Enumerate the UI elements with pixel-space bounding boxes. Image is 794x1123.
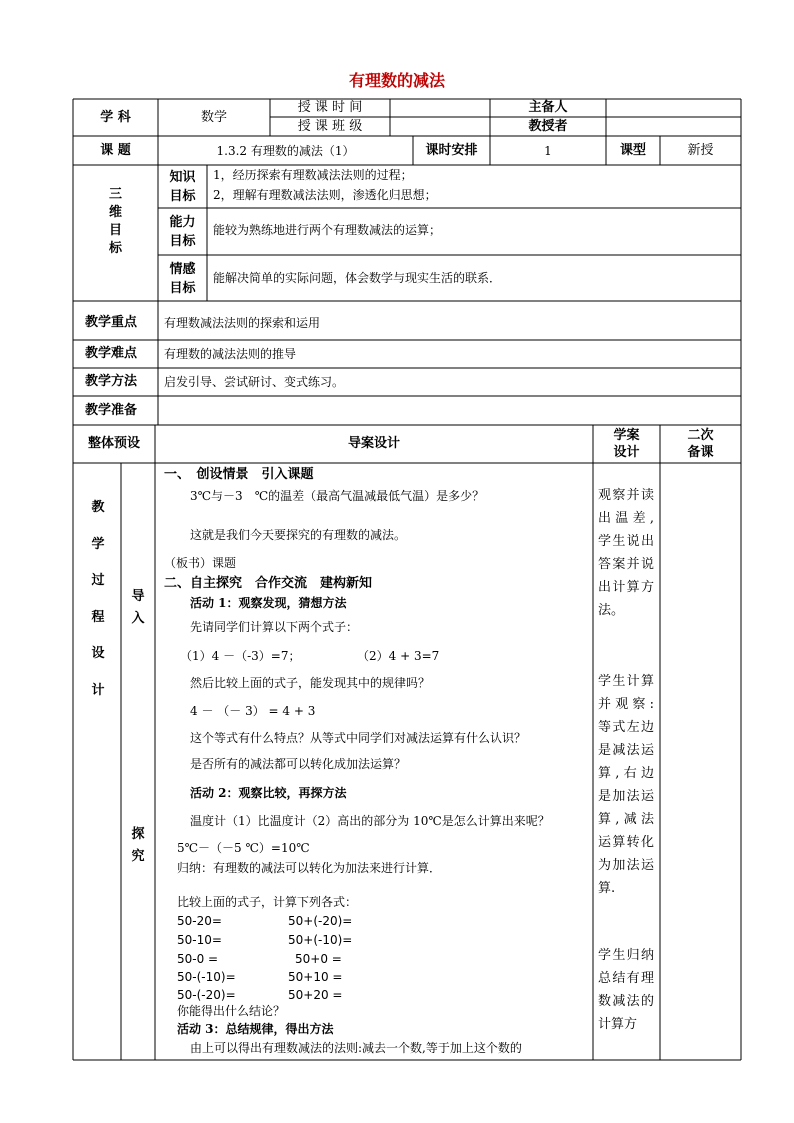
difficulties-label: 教学难点 [85,346,138,361]
class-label: 授 课 班 级 [297,119,363,134]
compare-text: 然后比较上面的式子，能发现其中的规律吗？ [190,676,431,690]
methods-value: 启发引导、尝试研讨、变式练习。 [164,375,345,389]
type-label: 课型 [619,143,646,158]
key-points-value: 有理数减法法则的探索和运用 [164,316,321,330]
section-2-heading: 二、自主探究 合作交流 建构新知 [164,576,373,591]
activity-1-heading: 活动 1：观察发现，猜想方法 [190,596,347,610]
knowledge-item-2: 2，理解有理数减法法则，渗透化归思想； [213,188,437,202]
intro-text: 这就是我们今天要探究的有理数的减法。 [190,528,407,542]
calc-right-1: 50+(-20)= [288,914,353,928]
calc-right-5: 50+20 = [288,988,343,1002]
calc-left-2: 50-10= [177,933,222,947]
section-1-heading: 一、 创设情景 引入课题 [164,467,314,482]
topic-value: 1.3.2 有理数的减法（1） [216,144,355,158]
stage-explore: 探 究 [131,827,145,864]
guide-label: 导案设计 [347,436,400,451]
schedule-value: 1 [544,144,552,158]
equation-1: （1）4 －（-3）=7； [180,649,301,663]
knowledge-label: 知识 目标 [169,170,196,204]
preparer-label: 主备人 [528,100,568,115]
emotion-text: 能解决简单的实际问题，体会数学与现实生活的联系． [213,271,502,285]
time-label: 授 课 时 间 [297,100,363,115]
calc-right-3: 50+0 = [295,952,342,966]
subject-value: 数学 [200,110,227,125]
feature-question: 这个等式有什么特点？从等式中同学们对减法运算有什么认识？ [190,731,527,745]
type-value: 新授 [687,143,714,158]
methods-label: 教学方法 [85,374,138,389]
schedule-label: 课时安排 [425,143,478,158]
summary-text: 归纳：有理数的减法可以转化为加法来进行计算． [177,861,442,875]
equation-4: 5℃－（－5 ℃）=10℃ [177,841,310,855]
preparation-label: 教学准备 [85,403,138,418]
calc-intro: 比较上面的式子，计算下列各式： [177,895,358,909]
study-note-3: 学生归纳总结有理数减法的计算方 [598,948,654,1032]
activity-2-heading: 活动 2：观察比较，再探方法 [190,786,347,800]
calc-left-5: 50-(-20)= [177,988,236,1002]
stage-intro: 导 入 [131,589,145,626]
second-label: 二次 备课 [687,428,714,460]
objectives-label: 三 维 目 标 [108,187,122,256]
teacher-label: 教授者 [528,119,568,134]
calc-left-1: 50-20= [177,914,222,928]
equation-3: 4 － （－ 3） = 4 + 3 [190,704,316,718]
ability-label: 能力 目标 [169,215,196,249]
study-note-2: 学生计算并观察:等式左边是减法运算,右边是加法运算,减法运算转化为加法运算. [598,674,654,896]
thermo-question: 温度计（1）比温度计（2）高出的部分为 10℃是怎么计算出来呢？ [190,814,550,828]
study-label: 学案 设计 [613,428,640,460]
convert-question: 是否所有的减法都可以转化成加法运算？ [190,757,407,771]
study-note-1: 观察并读出温差,学生说出答案并说出计算方法。 [598,488,654,618]
page-title: 有理数的减法 [348,71,445,90]
calc-right-4: 50+10 = [288,970,343,984]
ask-1: 先请同学们计算以下两个式子： [190,620,359,634]
key-points-label: 教学重点 [85,315,138,330]
ability-text: 能较为熟练地进行两个有理数减法的运算； [213,223,442,237]
rule-text: 由上可以得出有理数减法的法则:减去一个数,等于加上这个数的 [190,1041,522,1055]
equation-2: （2）4 + 3=7 [357,649,440,663]
topic-label: 课 题 [100,143,131,158]
knowledge-item-1: 1，经历探索有理数减法法则的过程； [213,168,413,182]
subject-label: 学 科 [100,110,131,125]
calc-left-4: 50-(-10)= [177,970,236,984]
board-note: （板书）课题 [164,556,237,570]
activity-3-heading: 活动 3：总结规律，得出方法 [177,1022,334,1036]
calc-right-2: 50+(-10)= [288,933,353,947]
overall-label: 整体预设 [87,436,140,451]
process-label: 教 学 过 程 设 计 [91,500,105,698]
calc-left-3: 50-0 = [177,952,219,966]
question-1: 3℃与－3 ℃的温差（最高气温减最低气温）是多少？ [190,489,485,503]
conclude-question: 你能得出什么结论？ [177,1004,286,1018]
emotion-label: 情感 目标 [169,262,196,296]
difficulties-value: 有理数的减法法则的推导 [164,347,297,361]
